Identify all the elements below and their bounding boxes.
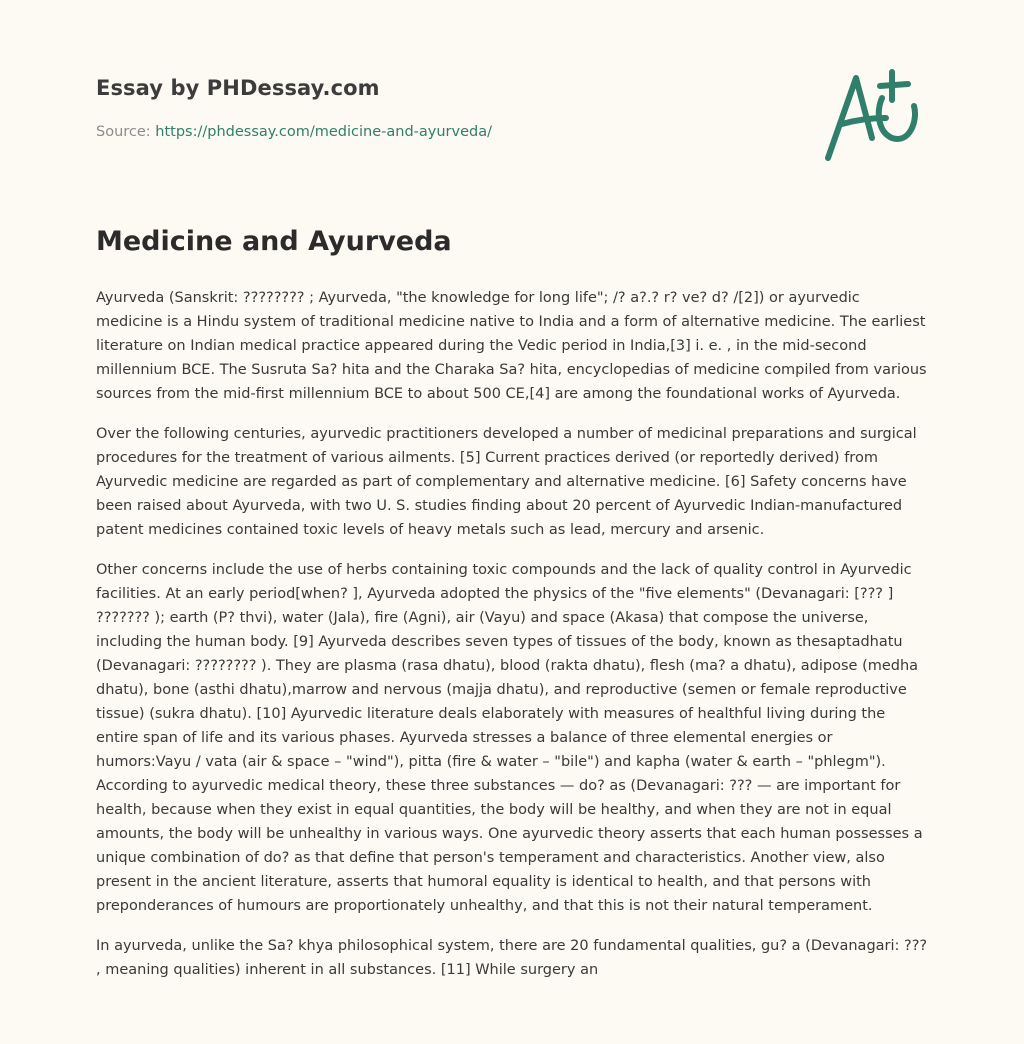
- source-line: [96, 124, 492, 140]
- site-title: Essay by PHDessay.com: [96, 76, 380, 100]
- essay-paragraph: Over the following centuries, ayurvedic practitioners developed a number of medicinal preparations and surgical procedures for the treatment of various ailments. [5] Current practices derived (or reportedly derived) from Ayurvedic medicine are regarded as part of complementary and alternative medicine. [6] Safety concerns have been raised about Ayurveda, with two U. S. studies finding about 20 percent of Ayurvedic Indian-manufactured patent medicines contained toxic levels of heavy metals such as lead, mercury and arsenic.: [96, 426, 917, 538]
- essay-title: Medicine and Ayurveda: [96, 226, 452, 257]
- essay-paragraph: Other concerns include the use of herbs containing toxic compounds and the lack of quality control in Ayurvedic facilities. At an early period[when? ], Ayurveda adopted the physics of the "five elements" (Devanagari: [??? ] ??????? ); earth (P? thvi), water (Jala), fire (Agni), air (Vayu) and space (Akasa) that compose the universe, including the human body. [9] Ayurveda describes seven types of tissues of the body, known as thesaptadhatu (Devanagari: ???????? ). They are plasma (rasa dhatu), blood (rakta dhatu), flesh (ma? a dhatu), adipose (medha dhatu), bone (asthi dhatu),marrow and nervous (majja dhatu), and reproductive (semen or female reproductive tissue) (sukra dhatu). [10] Ayurvedic literature deals elaborately with measures of healthful living during the entire span of life and its various phases. Ayurveda stresses a balance of three elemental energies or humors:Vayu / vata (air & space – "wind"), pitta (fire & water – "bile") and kapha (water & earth – "phlegm"). According to ayurvedic medical theory, these three substances — do? as (Devanagari: ??? — are important for health, because when they exist in equal quantities, the body will be healthy, and when they are not in equal amounts, the body will be unhealthy in various ways. One ayurvedic theory asserts that each human possesses a unique combination of do? as that define that person's temperament and characteristics. Another view, also present in the ancient literature, asserts that humoral equality is identical to health, and that persons with preponderances of humours are proportionately unhealthy, and that this is not their natural temperament.: [96, 562, 923, 914]
- source-link[interactable]: https://phdessay.com/medicine-and-ayurveda/: [155, 124, 492, 140]
- essay-paragraph: In ayurveda, unlike the Sa? khya philosophical system, there are 20 fundamental qualities, gu? a (Devanagari: ??? , meaning qualities) inherent in all substances. [11] While surgery an: [96, 938, 928, 978]
- essay-body: [96, 286, 930, 998]
- essay-paragraph: Ayurveda (Sanskrit: ???????? ; Ayurveda, "the knowledge for long life"; /? a?.? r? ve? d? /[2]) or ayurvedic medicine is a Hindu system of traditional medicine native to India and a form of alternative medicine. The earliest literature on Indian medical practice appeared during the Vedic period in India,[3] i. e. , in the mid-second millennium BCE. The Susruta Sa? hita and the Charaka Sa? hita, encyclopedias of medicine compiled from various sources from the mid-first millennium BCE to about 500 CE,[4] are among the foundational works of Ayurveda.: [96, 290, 927, 402]
- a-plus-logo-icon: [818, 66, 928, 166]
- source-label: Source:: [96, 124, 156, 140]
